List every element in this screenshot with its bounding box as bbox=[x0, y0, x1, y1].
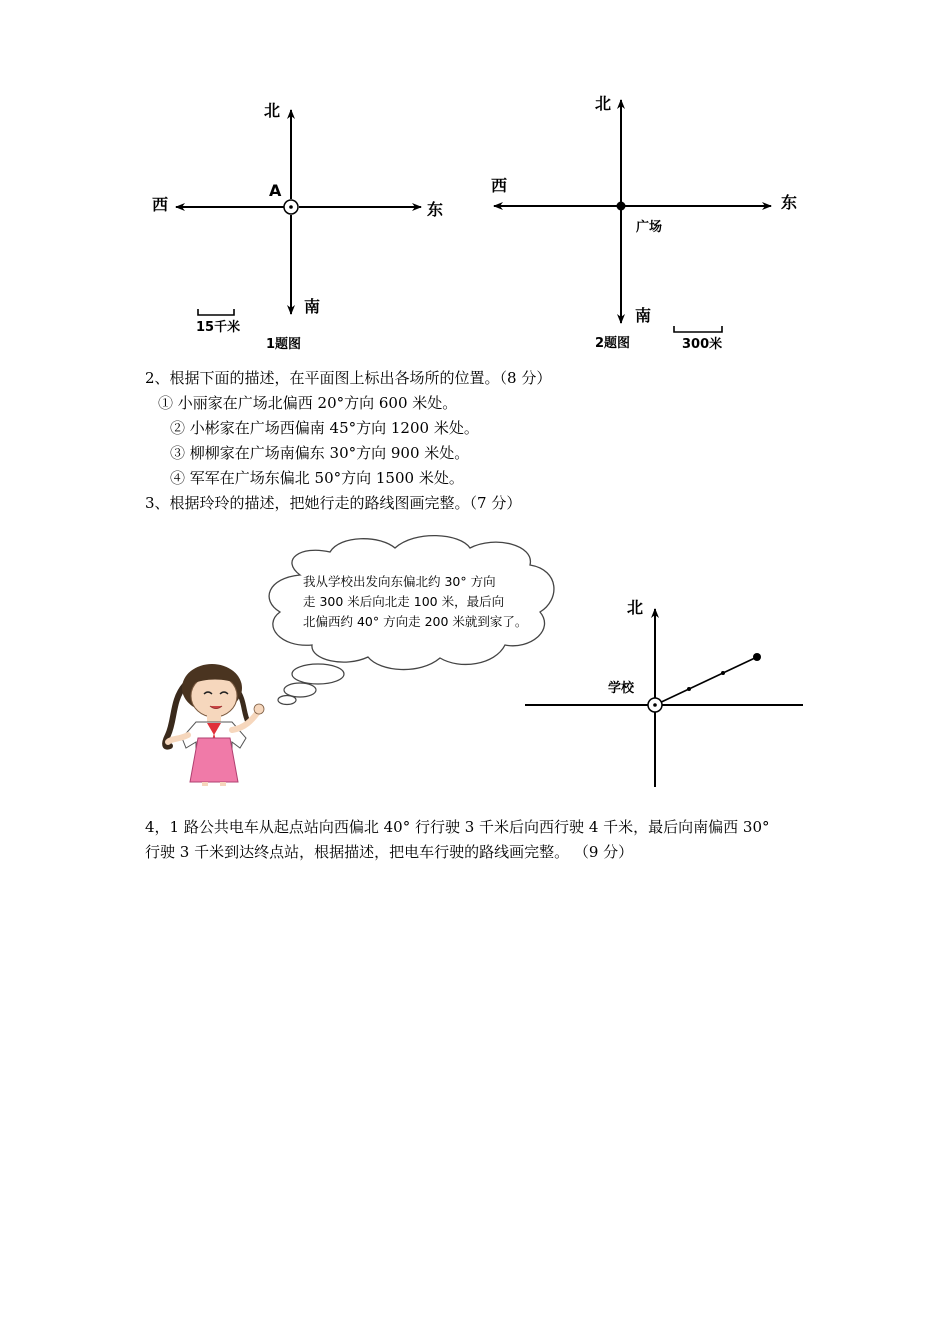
scale-label-2: 300米 bbox=[682, 337, 723, 352]
school-label: 学校 bbox=[608, 681, 635, 696]
scale-label-1: 15千米 bbox=[196, 320, 241, 335]
route-segment-1 bbox=[655, 657, 757, 705]
q2-item-2: ② 小彬家在广场西偏南 45°方向 1200 米处。 bbox=[170, 419, 479, 437]
q2-item-3: ③ 柳柳家在广场南偏东 30°方向 900 米处。 bbox=[170, 444, 470, 462]
bubble-line-3: 北偏西约 40° 方向走 200 米就到家了。 bbox=[303, 614, 528, 629]
q2-item-4: ④ 军军在广场东偏北 50°方向 1500 米处。 bbox=[170, 469, 464, 487]
south-label: 南 bbox=[304, 297, 321, 316]
south-label: 南 bbox=[635, 306, 652, 325]
figure-2-caption: 2题图 bbox=[595, 336, 631, 351]
q4-line-2: 行驶 3 千米到达终点站，根据描述，把电车行驶的路线画完整。 （9 分） bbox=[145, 843, 634, 861]
bubble-line-1: 我从学校出发向东偏北约 30° 方向 bbox=[303, 574, 496, 589]
point-a-label: A bbox=[269, 181, 282, 200]
figure-1-caption: 1题图 bbox=[266, 337, 302, 352]
q2-title: 2、根据下面的描述，在平面图上标出各场所的位置。（8 分） bbox=[145, 369, 552, 387]
north-label: 北 bbox=[595, 94, 612, 113]
map-north-label: 北 bbox=[627, 598, 644, 617]
q3-title: 3、根据玲玲的描述，把她行走的路线图画完整。（7 分） bbox=[145, 494, 522, 512]
west-label: 西 bbox=[152, 195, 169, 214]
west-label: 西 bbox=[491, 176, 508, 195]
bubble-line-2: 走 300 米后向北走 100 米，最后向 bbox=[303, 594, 505, 609]
east-label: 东 bbox=[781, 193, 798, 212]
q4-line-1: 4，1 路公共电车从起点站向西偏北 40° 行行驶 3 千米后向西行驶 4 千米，最后向南偏西 30° bbox=[145, 818, 770, 836]
north-label: 北 bbox=[264, 101, 281, 120]
route-end-point bbox=[753, 653, 761, 661]
square-label: 广场 bbox=[636, 220, 663, 235]
east-label: 东 bbox=[427, 200, 444, 219]
q2-item-1: ① 小丽家在广场北偏西 20°方向 600 米处。 bbox=[158, 394, 458, 412]
